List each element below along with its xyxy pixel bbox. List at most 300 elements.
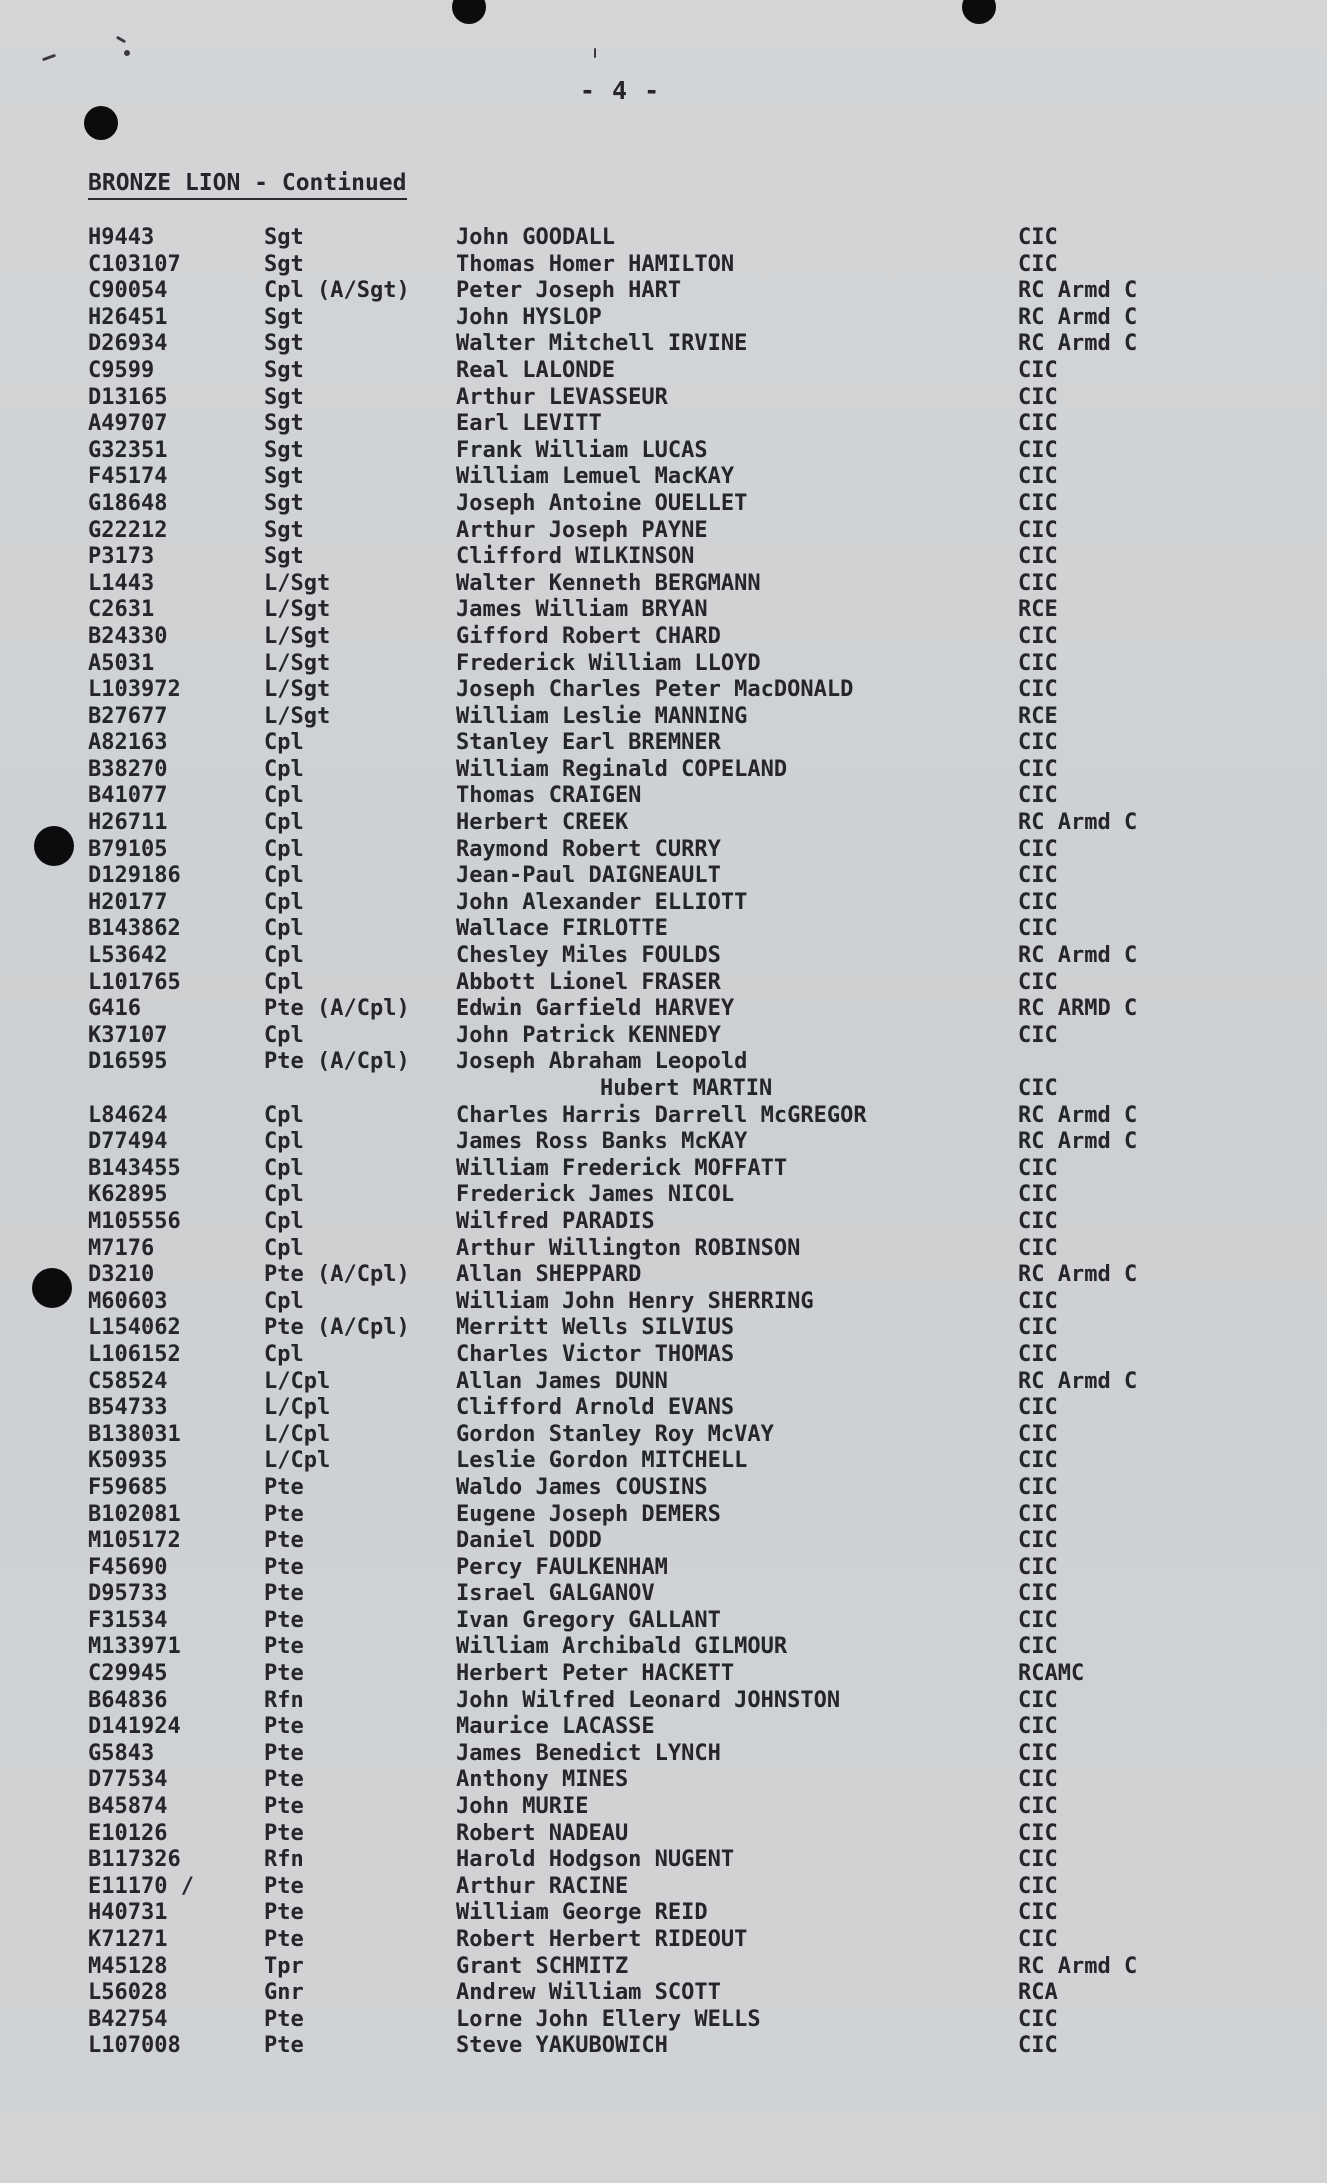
full-name bbox=[456, 1528, 602, 1555]
rank: Pte bbox=[264, 1714, 304, 1740]
rank: L/Sgt bbox=[264, 623, 331, 649]
corps: CIC bbox=[1018, 225, 1058, 250]
rank: Pte bbox=[264, 1767, 304, 1793]
full-name bbox=[456, 1422, 774, 1449]
service-number: D129186 bbox=[88, 863, 181, 889]
roster-row bbox=[88, 1821, 1208, 1848]
service-number: A82163 bbox=[88, 730, 168, 756]
full-name bbox=[456, 385, 668, 412]
rank: Sgt bbox=[264, 544, 304, 570]
name-line: Thomas Homer HAMILTON bbox=[456, 251, 735, 277]
rank: L/Sgt bbox=[264, 650, 331, 676]
corps: CIC bbox=[1018, 1501, 1058, 1527]
service-number: C9599 bbox=[88, 357, 155, 383]
service-number: M105172 bbox=[88, 1528, 181, 1554]
service-number: D77534 bbox=[88, 1767, 168, 1793]
rank: Pte bbox=[264, 1528, 304, 1554]
full-name bbox=[456, 730, 721, 757]
full-name bbox=[456, 1289, 814, 1316]
roster-row bbox=[88, 1741, 1208, 1768]
roster-row bbox=[88, 1502, 1208, 1529]
name-line: John Wilfred Leonard JOHNSTON bbox=[456, 1687, 841, 1713]
name-line: William Frederick MOFFATT bbox=[456, 1155, 788, 1181]
corps: CIC bbox=[1018, 1182, 1058, 1208]
rank: Pte bbox=[264, 1873, 304, 1899]
roster-row bbox=[88, 438, 1208, 465]
roster-row bbox=[88, 783, 1208, 810]
corps: CIC bbox=[1018, 1634, 1058, 1660]
corps: RC Armd C bbox=[1018, 304, 1138, 330]
corps: CIC bbox=[1018, 1554, 1058, 1580]
service-number: B79105 bbox=[88, 836, 168, 862]
full-name bbox=[456, 2007, 761, 2034]
corps: CIC bbox=[1018, 677, 1058, 703]
rank: Tpr bbox=[264, 1953, 304, 1979]
full-name bbox=[456, 996, 734, 1023]
full-name bbox=[456, 1023, 721, 1050]
full-name bbox=[456, 358, 615, 385]
rank: Pte (A/Cpl) bbox=[264, 1049, 410, 1075]
name-line: Merritt Wells SILVIUS bbox=[456, 1315, 735, 1341]
full-name bbox=[456, 1262, 641, 1289]
name-line: Robert NADEAU bbox=[456, 1820, 629, 1846]
full-name bbox=[456, 1448, 747, 1475]
rank: Sgt bbox=[264, 357, 304, 383]
corps: CIC bbox=[1018, 650, 1058, 676]
full-name bbox=[456, 837, 721, 864]
roster-row bbox=[88, 1688, 1208, 1715]
service-number: C2631 bbox=[88, 597, 155, 623]
rank: L/Cpl bbox=[264, 1448, 331, 1474]
corps: CIC bbox=[1018, 1581, 1058, 1607]
roster-row bbox=[88, 1049, 1208, 1102]
name-line: Maurice LACASSE bbox=[456, 1714, 655, 1740]
full-name bbox=[456, 943, 721, 970]
corps: CIC bbox=[1018, 1873, 1058, 1899]
name-line: Walter Kenneth BERGMANN bbox=[456, 570, 761, 596]
scan-mark bbox=[124, 50, 130, 56]
service-number: H26451 bbox=[88, 304, 168, 330]
service-number: C58524 bbox=[88, 1368, 168, 1394]
roster-row bbox=[88, 943, 1208, 970]
full-name bbox=[456, 1927, 747, 1954]
full-name bbox=[456, 916, 668, 943]
full-name bbox=[456, 1821, 628, 1848]
service-number: D141924 bbox=[88, 1714, 181, 1740]
rank: Cpl bbox=[264, 1341, 304, 1367]
service-number: K50935 bbox=[88, 1448, 168, 1474]
rank: Cpl bbox=[264, 1022, 304, 1048]
rank: L/Sgt bbox=[264, 677, 331, 703]
full-name bbox=[456, 464, 734, 491]
roster-row bbox=[88, 970, 1208, 997]
name-line: Abbott Lionel FRASER bbox=[456, 969, 721, 995]
name-line: Earl LEVITT bbox=[456, 411, 602, 437]
rank: Sgt bbox=[264, 411, 304, 437]
corps: CIC bbox=[1018, 1448, 1058, 1474]
full-name bbox=[456, 1847, 734, 1874]
full-name bbox=[456, 1767, 628, 1794]
full-name bbox=[456, 1954, 628, 1981]
name-line: William John Henry SHERRING bbox=[456, 1288, 814, 1314]
rank: Pte bbox=[264, 1474, 304, 1500]
name-line: William George REID bbox=[456, 1900, 708, 1926]
full-name bbox=[456, 597, 708, 624]
name-line: Gordon Stanley Roy McVAY bbox=[456, 1421, 774, 1447]
service-number: B41077 bbox=[88, 783, 168, 809]
name-line: Joseph Abraham Leopold bbox=[456, 1049, 748, 1075]
corps: RC Armd C bbox=[1018, 1953, 1138, 1979]
rank: L/Sgt bbox=[264, 570, 331, 596]
rank: Pte bbox=[264, 2006, 304, 2032]
punch-hole-upper-margin bbox=[84, 106, 118, 140]
punch-hole-top-left bbox=[452, 0, 486, 24]
name-line: Clifford Arnold EVANS bbox=[456, 1395, 735, 1421]
rank: Cpl bbox=[264, 783, 304, 809]
corps: RC Armd C bbox=[1018, 331, 1138, 357]
rank: Pte bbox=[264, 1900, 304, 1926]
full-name bbox=[456, 1900, 708, 1927]
service-number: E10126 bbox=[88, 1820, 168, 1846]
corps: CIC bbox=[1018, 969, 1058, 995]
rank: Sgt bbox=[264, 251, 304, 277]
corps: CIC bbox=[1018, 1341, 1058, 1367]
roster-row bbox=[88, 331, 1208, 358]
name-line: Ivan Gregory GALLANT bbox=[456, 1607, 721, 1633]
name-line: Allan SHEPPARD bbox=[456, 1262, 642, 1288]
rank: Pte bbox=[264, 1794, 304, 1820]
roster-row bbox=[88, 1714, 1208, 1741]
roster-row bbox=[88, 518, 1208, 545]
roster-row bbox=[88, 651, 1208, 678]
service-number: G5843 bbox=[88, 1740, 155, 1766]
corps: CIC bbox=[1018, 756, 1058, 782]
name-line: Frederick William LLOYD bbox=[456, 650, 761, 676]
full-name bbox=[456, 1209, 655, 1236]
roster-row bbox=[88, 1954, 1208, 1981]
service-number: G32351 bbox=[88, 437, 168, 463]
name-line: James Ross Banks McKAY bbox=[456, 1129, 748, 1155]
name-line: Gifford Robert CHARD bbox=[456, 623, 721, 649]
roster-row bbox=[88, 890, 1208, 917]
name-line: Waldo James COUSINS bbox=[456, 1474, 708, 1500]
name-line: Clifford WILKINSON bbox=[456, 544, 695, 570]
corps: CIC bbox=[1018, 1820, 1058, 1846]
corps: CIC bbox=[1018, 916, 1058, 942]
name-line: William Reginald COPELAND bbox=[456, 756, 788, 782]
full-name bbox=[456, 810, 628, 837]
corps: CIC bbox=[1018, 1794, 1058, 1820]
punch-hole-top-right bbox=[962, 0, 996, 24]
name-line: William Leslie MANNING bbox=[456, 703, 748, 729]
rank: Cpl bbox=[264, 969, 304, 995]
corps: CIC bbox=[1018, 1155, 1058, 1181]
name-line: Herbert CREEK bbox=[456, 810, 629, 836]
rank: Cpl bbox=[264, 943, 304, 969]
corps: CIC bbox=[1018, 1208, 1058, 1234]
name-line: William Archibald GILMOUR bbox=[456, 1634, 788, 1660]
service-number: L101765 bbox=[88, 969, 181, 995]
full-name bbox=[456, 1555, 668, 1582]
full-name bbox=[456, 278, 681, 305]
corps: CIC bbox=[1018, 1714, 1058, 1740]
corps: RC Armd C bbox=[1018, 1262, 1138, 1288]
service-number: B117326 bbox=[88, 1847, 181, 1873]
rank: L/Sgt bbox=[264, 703, 331, 729]
name-line: Arthur LEVASSEUR bbox=[456, 384, 668, 410]
full-name bbox=[456, 1714, 655, 1741]
full-name bbox=[456, 518, 708, 545]
full-name bbox=[456, 225, 615, 252]
roster-row bbox=[88, 1900, 1208, 1927]
corps: RC Armd C bbox=[1018, 1368, 1138, 1394]
service-number: M133971 bbox=[88, 1634, 181, 1660]
roster-row bbox=[88, 624, 1208, 651]
rank: Cpl bbox=[264, 1182, 304, 1208]
corps: CIC bbox=[1018, 464, 1058, 490]
roster-row bbox=[88, 411, 1208, 438]
service-number: L1443 bbox=[88, 570, 155, 596]
corps: CIC bbox=[1018, 1395, 1058, 1421]
roster-row bbox=[88, 1315, 1208, 1342]
roster-row bbox=[88, 1129, 1208, 1156]
service-number: D3210 bbox=[88, 1262, 155, 1288]
roster-row bbox=[88, 730, 1208, 757]
full-name bbox=[456, 1874, 628, 1901]
corps: RCE bbox=[1018, 703, 1058, 729]
roster-row bbox=[88, 1555, 1208, 1582]
roster-row bbox=[88, 1342, 1208, 1369]
full-name bbox=[456, 1475, 708, 1502]
rank: Pte bbox=[264, 2033, 304, 2059]
roster-row bbox=[88, 358, 1208, 385]
service-number: B102081 bbox=[88, 1501, 181, 1527]
name-line: John HYSLOP bbox=[456, 304, 602, 330]
rank: Pte bbox=[264, 1607, 304, 1633]
roster-row bbox=[88, 837, 1208, 864]
service-number: C103107 bbox=[88, 251, 181, 277]
rank: Cpl bbox=[264, 916, 304, 942]
service-number: H9443 bbox=[88, 225, 155, 250]
service-number: L154062 bbox=[88, 1315, 181, 1341]
full-name bbox=[456, 783, 641, 810]
corps: CIC bbox=[1018, 357, 1058, 383]
name-line: Herbert Peter HACKETT bbox=[456, 1661, 735, 1687]
service-number: C90054 bbox=[88, 278, 168, 304]
name-line: William Lemuel MacKAY bbox=[456, 464, 735, 490]
roster-row bbox=[88, 544, 1208, 571]
service-number: B138031 bbox=[88, 1421, 181, 1447]
rank: Sgt bbox=[264, 437, 304, 463]
name-line: Allan James DUNN bbox=[456, 1368, 668, 1394]
service-number: D13165 bbox=[88, 384, 168, 410]
name-line: Robert Herbert RIDEOUT bbox=[456, 1927, 748, 1952]
rank: Gnr bbox=[264, 1980, 304, 2006]
roster-row bbox=[88, 1581, 1208, 1608]
full-name bbox=[456, 1634, 787, 1661]
rank: Rfn bbox=[264, 1847, 304, 1873]
full-name bbox=[456, 571, 761, 598]
rank: Cpl bbox=[264, 1208, 304, 1234]
service-number: K62895 bbox=[88, 1182, 168, 1208]
rank: Sgt bbox=[264, 490, 304, 516]
full-name bbox=[456, 1182, 734, 1209]
name-line: Peter Joseph HART bbox=[456, 278, 682, 304]
roster-row bbox=[88, 252, 1208, 279]
name-line: Thomas CRAIGEN bbox=[456, 783, 642, 809]
service-number: D95733 bbox=[88, 1581, 168, 1607]
roster-row bbox=[88, 385, 1208, 412]
roster-row bbox=[88, 1182, 1208, 1209]
roster-row bbox=[88, 1422, 1208, 1449]
name-line: Steve YAKUBOWICH bbox=[456, 2033, 668, 2059]
full-name bbox=[456, 1395, 734, 1422]
service-number: B38270 bbox=[88, 756, 168, 782]
roster-row bbox=[88, 2033, 1208, 2060]
name-line: Raymond Robert CURRY bbox=[456, 836, 721, 862]
corps: CIC bbox=[1018, 517, 1058, 543]
punch-hole-middle-margin bbox=[34, 826, 74, 866]
service-number: B45874 bbox=[88, 1794, 168, 1820]
corps: CIC bbox=[1018, 1235, 1058, 1261]
name-line: Leslie Gordon MITCHELL bbox=[456, 1448, 748, 1474]
name-line: Walter Mitchell IRVINE bbox=[456, 331, 748, 357]
corps: RCAMC bbox=[1018, 1661, 1085, 1687]
page-number: - 4 - bbox=[579, 76, 661, 105]
corps: CIC bbox=[1018, 544, 1058, 570]
service-number: F45174 bbox=[88, 464, 168, 490]
rank: Cpl bbox=[264, 730, 304, 756]
corps: RCE bbox=[1018, 597, 1058, 623]
rank: Cpl bbox=[264, 1235, 304, 1261]
rank: Cpl bbox=[264, 1129, 304, 1155]
roster-row bbox=[88, 916, 1208, 943]
corps: CIC bbox=[1018, 2006, 1058, 2032]
roster-row bbox=[88, 1847, 1208, 1874]
full-name bbox=[456, 1369, 668, 1396]
full-name bbox=[456, 1661, 734, 1688]
section-heading: BRONZE LION - Continued bbox=[88, 170, 407, 200]
corps: CIC bbox=[1018, 1927, 1058, 1952]
rank: Pte (A/Cpl) bbox=[264, 1262, 410, 1288]
roster-row bbox=[88, 1023, 1208, 1050]
roster-row bbox=[88, 1767, 1208, 1794]
service-number: C29945 bbox=[88, 1661, 168, 1687]
roster-row bbox=[88, 1794, 1208, 1821]
full-name bbox=[456, 1688, 840, 1715]
rank: L/Sgt bbox=[264, 597, 331, 623]
rank: Pte bbox=[264, 1581, 304, 1607]
roster-row bbox=[88, 225, 1208, 252]
name-line: Stanley Earl BREMNER bbox=[456, 730, 721, 756]
service-number: G18648 bbox=[88, 490, 168, 516]
corps: CIC bbox=[1018, 437, 1058, 463]
name-line: Eugene Joseph DEMERS bbox=[456, 1501, 721, 1527]
corps: CIC bbox=[1018, 863, 1058, 889]
full-name bbox=[456, 1342, 734, 1369]
service-number: M105556 bbox=[88, 1208, 181, 1234]
service-number: B143455 bbox=[88, 1155, 181, 1181]
full-name bbox=[456, 757, 787, 784]
service-number: D77494 bbox=[88, 1129, 168, 1155]
service-number: M7176 bbox=[88, 1235, 155, 1261]
full-name bbox=[456, 1156, 787, 1183]
rank: Pte bbox=[264, 1554, 304, 1580]
name-line: Grant SCHMITZ bbox=[456, 1953, 629, 1979]
corps: CIC bbox=[1018, 490, 1058, 516]
rank: Pte bbox=[264, 1501, 304, 1527]
corps: CIC bbox=[1018, 623, 1058, 649]
roster-row bbox=[88, 597, 1208, 624]
scan-mark bbox=[594, 48, 596, 58]
corps: CIC bbox=[1018, 1528, 1058, 1554]
name-line: Arthur Willington ROBINSON bbox=[456, 1235, 801, 1261]
full-name bbox=[456, 1581, 655, 1608]
roster-row bbox=[88, 1262, 1208, 1289]
corps: CIC bbox=[1018, 1687, 1058, 1713]
roster-row bbox=[88, 1634, 1208, 1661]
rank: Cpl bbox=[264, 1288, 304, 1314]
name-line: Arthur RACINE bbox=[456, 1873, 629, 1899]
name-line: Real LALONDE bbox=[456, 357, 615, 383]
honours-roster bbox=[88, 225, 1208, 2060]
service-number: K71271 bbox=[88, 1927, 168, 1952]
roster-row bbox=[88, 1395, 1208, 1422]
service-number: F45690 bbox=[88, 1554, 168, 1580]
rank: Pte bbox=[264, 1820, 304, 1846]
rank: Cpl bbox=[264, 889, 304, 915]
rank: Sgt bbox=[264, 331, 304, 357]
name-line: Percy FAULKENHAM bbox=[456, 1554, 668, 1580]
full-name bbox=[456, 890, 747, 917]
service-number: H40731 bbox=[88, 1900, 168, 1926]
service-number: L103972 bbox=[88, 677, 181, 703]
full-name bbox=[456, 1315, 734, 1342]
roster-row bbox=[88, 571, 1208, 598]
rank: Cpl (A/Sgt) bbox=[264, 278, 410, 304]
full-name bbox=[456, 863, 721, 890]
rank: Cpl bbox=[264, 1155, 304, 1181]
full-name bbox=[456, 1129, 747, 1156]
rank: Sgt bbox=[264, 225, 304, 250]
roster-row bbox=[88, 1103, 1208, 1130]
service-number: A49707 bbox=[88, 411, 168, 437]
name-line: John Alexander ELLIOTT bbox=[456, 889, 748, 915]
corps: CIC bbox=[1018, 411, 1058, 437]
roster-row bbox=[88, 757, 1208, 784]
name-line: James Benedict LYNCH bbox=[456, 1740, 721, 1766]
corps: CIC bbox=[1018, 1474, 1058, 1500]
name-line: Lorne John Ellery WELLS bbox=[456, 2006, 761, 2032]
scan-mark bbox=[116, 36, 126, 44]
service-number: H26711 bbox=[88, 810, 168, 836]
name-line: John GOODALL bbox=[456, 225, 615, 250]
full-name bbox=[456, 704, 747, 731]
corps: CIC bbox=[1018, 1315, 1058, 1341]
rank: Sgt bbox=[264, 464, 304, 490]
roster-row bbox=[88, 1236, 1208, 1263]
corps: CIC bbox=[1018, 1076, 1058, 1101]
name-line: James William BRYAN bbox=[456, 597, 708, 623]
corps: CIC bbox=[1018, 1022, 1058, 1048]
roster-row bbox=[88, 1608, 1208, 1635]
full-name bbox=[456, 970, 721, 997]
corps: RC ARMD C bbox=[1018, 996, 1138, 1022]
service-number: B42754 bbox=[88, 2006, 168, 2032]
name-line: Charles Victor THOMAS bbox=[456, 1341, 735, 1367]
roster-row bbox=[88, 305, 1208, 332]
rank: Rfn bbox=[264, 1687, 304, 1713]
